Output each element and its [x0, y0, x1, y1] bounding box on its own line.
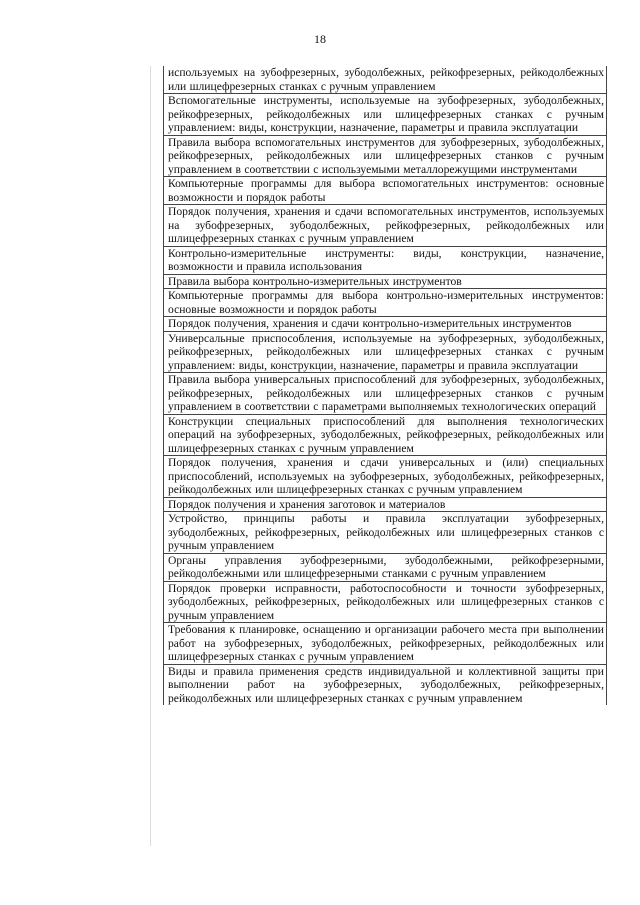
table-row: Компьютерные программы для выбора контрольно-измерительных инструментов: основные возможности и порядок работы [164, 289, 606, 317]
table-row: Органы управления зубофрезерными, зубодолбежными, рейкофрезерными, рейкодолбежными или шлицефрезерными станками с ручным управлением [164, 554, 606, 582]
table-row: Компьютерные программы для выбора вспомогательных инструментов: основные возможности и порядок работы [164, 177, 606, 205]
table-row: Порядок получения, хранения и сдачи контрольно-измерительных инструментов [164, 317, 606, 332]
table-row: Требования к планировке, оснащению и организации рабочего места при выполнении работ на зубофрезерных, зубодолбежных, рейкофрезерных, рейкодолбежных или шлицефрезерных станках с ручным управлением [164, 623, 606, 665]
table-row: Порядок получения и хранения заготовок и материалов [164, 498, 606, 513]
table-row: Порядок получения, хранения и сдачи универсальных и (или) специальных приспособлений, используемых на зубофрезерных, зубодолбежных, рейкофрезерных, рейкодолбежных или шлицефрезерных станках с ручным управлением [164, 456, 606, 498]
table-row: используемых на зубофрезерных, зубодолбежных, рейкофрезерных, рейкодолбежных или шлицефрезерных станках с ручным управлением [164, 66, 606, 94]
page-number: 18 [314, 32, 326, 46]
table-row: Правила выбора контрольно-измерительных инструментов [164, 275, 606, 290]
table-row: Порядок получения, хранения и сдачи вспомогательных инструментов, используемых на зубофрезерных, зубодолбежных, рейкофрезерных, рейкодолбежных или шлицефрезерных станках с ручным управлением [164, 205, 606, 247]
knowledge-table [163, 66, 607, 705]
table-row: Универсальные приспособления, используемые на зубофрезерных, зубодолбежных, рейкофрезерных, рейкодолбежных или шлицефрезерных станках с ручным управлением: виды, конструкции, назначение, параметры и правила эксплуатации [164, 332, 606, 374]
table-row: Устройство, принципы работы и правила эксплуатации зубофрезерных, зубодолбежных, рейкофрезерных, рейкодолбежных или шлицефрезерных станков с ручным управлением [164, 512, 606, 554]
table-row: Вспомогательные инструменты, используемые на зубофрезерных, зубодолбежных, рейкофрезерных, рейкодолбежных или шлицефрезерных станках с ручным управлением: виды, конструкции, назначение, параметры и правила эксплуатации [164, 94, 606, 136]
table-row: Правила выбора универсальных приспособлений для зубофрезерных, зубодолбежных, рейкофрезерных, рейкодолбежных или шлицефрезерных станков с ручным управлением в соответствии с параметрами выполняемых технологических операций [164, 373, 606, 415]
column-divider [150, 66, 151, 846]
table-row: Правила выбора вспомогательных инструментов для зубофрезерных, зубодолбежных, рейкофрезерных, рейкодолбежных или шлицефрезерных станков с ручным управлением в соответствии с используемыми металлорежущими инструментами [164, 136, 606, 178]
table-row: Порядок проверки исправности, работоспособности и точности зубофрезерных, зубодолбежных, рейкофрезерных, рейкодолбежных или шлицефрезерных станков с ручным управлением [164, 582, 606, 624]
table-row: Конструкции специальных приспособлений для выполнения технологических операций на зубофрезерных, зубодолбежных, рейкофрезерных, рейкодолбежных или шлицефрезерных станках с ручным управлением [164, 415, 606, 457]
table-row: Виды и правила применения средств индивидуальной и коллективной защиты при выполнении работ на зубофрезерных, зубодолбежных, рейкофрезерных, рейкодолбежных или шлицефрезерных станках с ручным управлением [168, 664, 604, 705]
table-row: Контрольно-измерительные инструменты: виды, конструкции, назначение, возможности и правила использования [164, 247, 606, 275]
